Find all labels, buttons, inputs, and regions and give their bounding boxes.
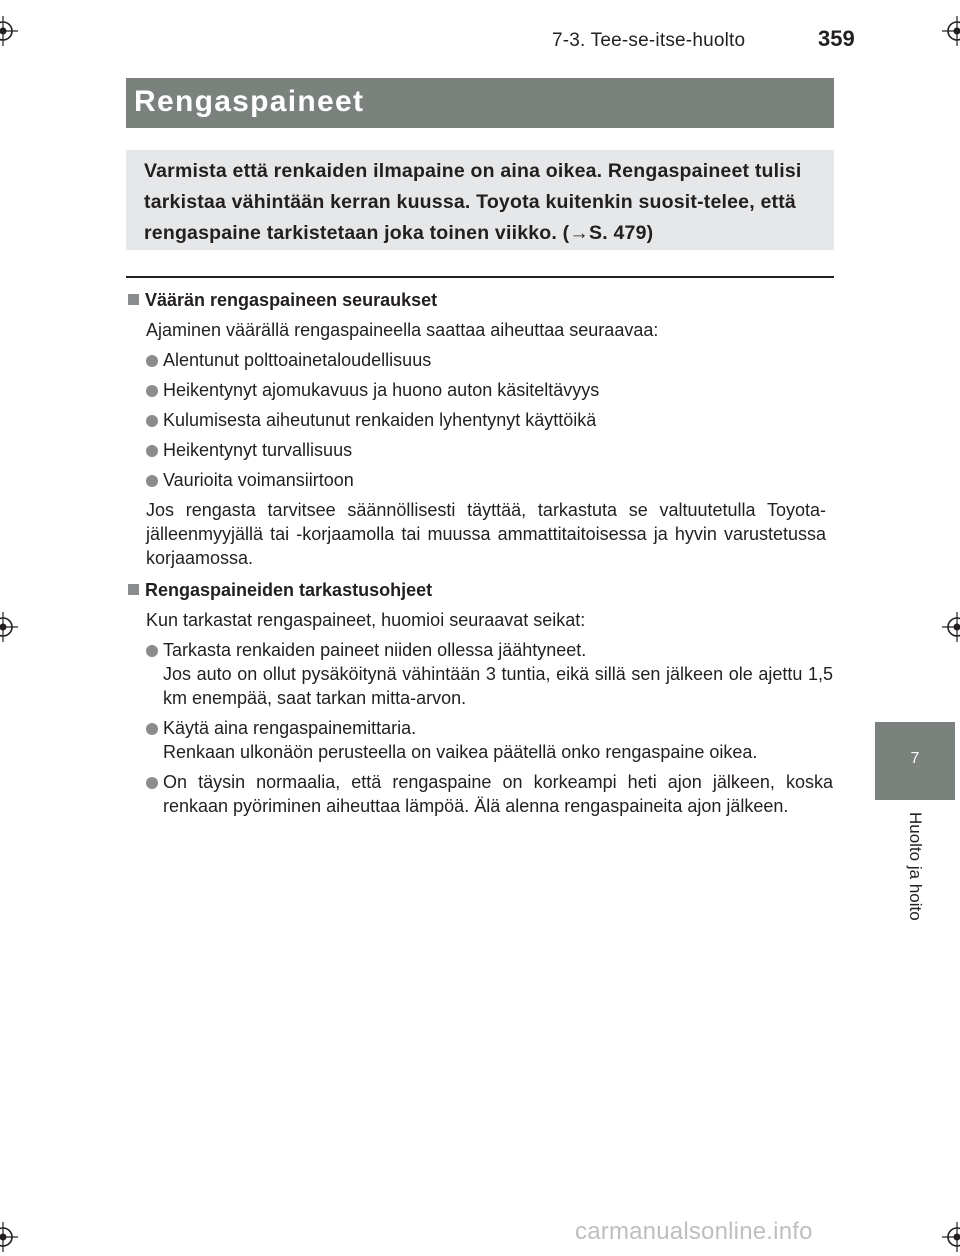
list-item-text: Heikentynyt ajomukavuus ja huono auton käsiteltävyys <box>163 380 600 400</box>
divider <box>126 276 834 278</box>
section-lead: Ajaminen väärällä rengaspaineella saattaa aiheuttaa seuraavaa: <box>146 320 659 340</box>
registration-mark-top-left-icon <box>0 16 18 46</box>
title-bar <box>126 78 834 128</box>
chapter-label <box>903 812 927 952</box>
list-item-text: Kulumisesta aiheutunut renkaiden lyhentynyt käyttöikä <box>163 410 597 430</box>
watermark: carmanualsonline.info <box>575 1218 813 1245</box>
section-heading-consequences <box>126 288 834 312</box>
circle-bullet-icon <box>146 475 158 487</box>
section-reference: 7-3. Tee-se-itse-huolto <box>552 30 746 51</box>
list-item <box>126 438 833 462</box>
list-item-text: Käytä aina rengaspainemittaria. <box>163 718 417 738</box>
chapter-tab <box>875 722 955 800</box>
list-item <box>126 716 833 764</box>
registration-mark-mid-right-icon <box>942 612 960 642</box>
intro-text: Varmista että renkaiden ilmapaine on aina oikea. Rengaspaineet tulisi tarkistaa vähintään kerran kuussa. Toyota kuitenkin suosit-telee, että rengaspaine tarkistetaan joka toinen viikko. (→S. 479) <box>144 160 802 244</box>
section-lead: Kun tarkastat rengaspaineet, huomioi seuraavat seikat: <box>146 610 586 630</box>
content <box>126 288 834 818</box>
circle-bullet-icon <box>146 723 158 735</box>
intro-box <box>126 150 834 250</box>
registration-mark-top-right-icon <box>942 16 960 46</box>
circle-bullet-icon <box>146 645 158 657</box>
registration-mark-bottom-right-icon <box>942 1222 960 1252</box>
list-item-detail: Jos auto on ollut pysäköitynä vähintään 3 tuntia, eikä sillä sen jälkeen ole ajettu 1,5 km enempää, saat tarkan mitta-arvon. <box>163 664 833 708</box>
circle-bullet-icon <box>146 445 158 457</box>
section-note: Jos rengasta tarvitsee säännöllisesti täyttää, tarkastuta se valtuutetulla Toyota-jälleenmyyjällä tai -korjaamolla tai muussa ammattitaitoisessa ja hyvin varustetussa korjaamossa. <box>146 500 826 568</box>
chapter-number: 7 <box>910 750 920 767</box>
page-number: 359 <box>818 26 855 51</box>
square-bullet-icon <box>128 294 139 305</box>
list-item-text: Tarkasta renkaiden paineet niiden ollessa jäähtyneet. <box>163 640 587 660</box>
circle-bullet-icon <box>146 385 158 397</box>
list-item <box>126 638 833 710</box>
circle-bullet-icon <box>146 415 158 427</box>
list-item-text: Vaurioita voimansiirtoon <box>163 470 354 490</box>
list-item <box>126 378 833 402</box>
square-bullet-icon <box>128 584 139 595</box>
list-item <box>126 770 833 818</box>
list-item <box>126 348 833 372</box>
list-item <box>126 468 833 492</box>
circle-bullet-icon <box>146 777 158 789</box>
circle-bullet-icon <box>146 355 158 367</box>
list-item-text: On täysin normaalia, että rengaspaine on korkeampi heti ajon jälkeen, koska renkaan pyöriminen aiheuttaa lämpöä. Älä alenna rengaspaineita ajon jälkeen. <box>163 772 833 816</box>
section-heading-label: Väärän rengaspaineen seuraukset <box>145 290 438 310</box>
page-title: Rengaspaineet <box>134 85 365 118</box>
chapter-label-text: Huolto ja hoito <box>906 812 925 921</box>
section-heading-instructions <box>126 578 834 602</box>
registration-mark-bottom-left-icon <box>0 1222 18 1252</box>
list-item-text: Heikentynyt turvallisuus <box>163 440 353 460</box>
list-item-text: Alentunut polttoainetaloudellisuus <box>163 350 432 370</box>
list-item-detail: Renkaan ulkonäön perusteella on vaikea päätellä onko rengaspaine oikea. <box>163 742 758 762</box>
section-heading-label: Rengaspaineiden tarkastusohjeet <box>145 580 433 600</box>
registration-mark-mid-left-icon <box>0 612 18 642</box>
list-item <box>126 408 833 432</box>
